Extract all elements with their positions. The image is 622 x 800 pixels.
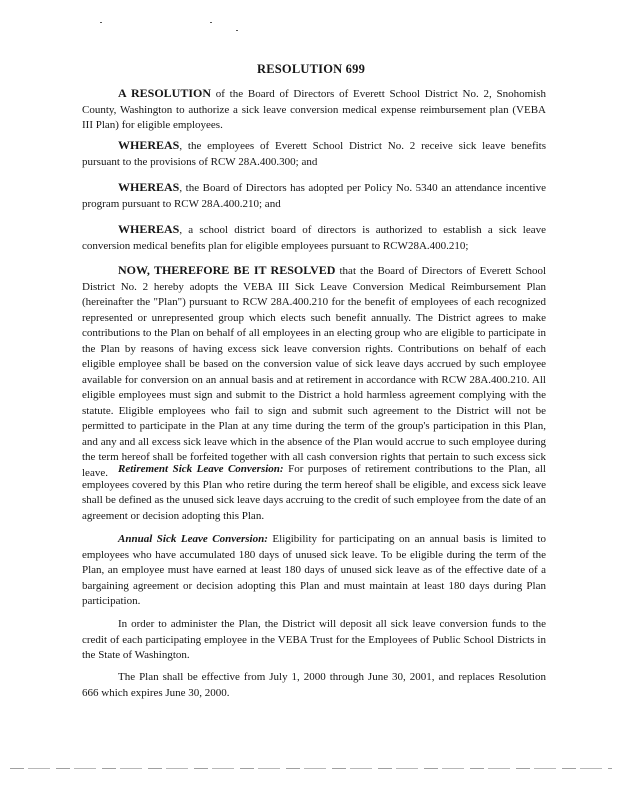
paragraph-whereas-2 — [82, 180, 546, 212]
scan-speck — [100, 22, 102, 23]
paragraph-text: , a school district board of directors is authorized to establish a sick leave conversion medical benefits plan for eligible employees pursuant to RCW28A.400.210; — [82, 224, 546, 252]
paragraph-lead: WHEREAS — [118, 222, 180, 236]
scan-speck — [210, 22, 212, 23]
paragraph-lead: Annual Sick Leave Conversion: — [118, 533, 268, 545]
paragraph-lead: WHEREAS — [118, 180, 180, 194]
paragraph-text: For purposes of retirement contributions to the Plan, all employees covered by this Plan who retire during the term hereof shall be eligible, and excess sick leave shall be defined as the unused sick leave days accruing to the credit of such employee from the date of an agreement or decision adopting this Plan. — [82, 463, 546, 522]
paragraph-lead: NOW, THEREFORE BE IT RESOLVED — [118, 263, 336, 277]
paragraph-text: , the Board of Directors has adopted per Policy No. 5340 an attendance incentive program pursuant to RCW 28A.400.210; and — [82, 182, 546, 210]
paragraph-lead: WHEREAS — [118, 138, 180, 152]
paragraph-text: that the Board of Directors of Everett School District No. 2 hereby adopts the VEBA III Sick Leave Conversion Medical Reimbursement Plan (hereinafter the "Plan") pursuant to RCW 28A.400.210 for the benefit of employees of each recognized represented or unrepresented group which elects such benefit annually. The District agrees to make contributions to the Plan on behalf of all employees in an electing group who are eligible to participate in the Plan by reasons of having excess sick leave conversion rights. Contributions on behalf of each eligible employee shall be based on the conversion value of sick leave days accrued by such employee available for conversion on an annual basis and at retirement in accordance with RCW 28A.400.210. All eligible employees must sign and submit to the District a hold harmless agreement complying with the statute. Eligible employees who fail to sign and submit such agreement to the District will not be permitted to participate in the Plan at any time during the term of the group's participation in this Plan, and any and all excess sick leave which in the absence of the Plan would accrue to such employee during the term hereof shall be forfeited together with all cash conversion rights that pertain to such excess sick leave. — [82, 265, 546, 479]
paragraph-lead: A RESOLUTION — [118, 86, 212, 100]
paragraph-whereas-3 — [82, 222, 546, 254]
paragraph-text: of the Board of Directors of Everett School District No. 2, Snohomish County, Washington to authorize a sick leave conversion medical expense reimbursement plan (VEBA III Plan) for eligible employees. — [82, 88, 546, 131]
scan-edge-line — [10, 768, 612, 769]
paragraph-resolution — [82, 86, 546, 134]
paragraph-retirement — [82, 462, 546, 524]
paragraph-lead: Retirement Sick Leave Conversion: — [118, 463, 284, 475]
paragraph-annual — [82, 532, 546, 610]
document-title: RESOLUTION 699 — [256, 62, 366, 76]
paragraph-effective — [82, 670, 546, 701]
paragraph-text: , the employees of Everett School District No. 2 receive sick leave benefits pursuant to the provisions of RCW 28A.400.300; and — [82, 140, 546, 168]
paragraph-text: The Plan shall be effective from July 1, 2000 through June 30, 2001, and replaces Resolution 666 which expires June 30, 2000. — [82, 671, 546, 699]
paragraph-resolved — [82, 263, 546, 481]
paragraph-text: In order to administer the Plan, the District will deposit all sick leave conversion funds to the credit of each participating employee in the VEBA Trust for the Employees of Public School Districts in the State of Washington. — [82, 618, 546, 661]
paragraph-whereas-1 — [82, 138, 546, 170]
paragraph-administer — [82, 617, 546, 664]
paragraph-text: Eligibility for participating on an annual basis is limited to employees who have accumulated 180 days of unused sick leave. To be eligible during the term of the Plan, an employee must have earned at least 180 days of unused sick leave as of the effective date of a bargaining agreement or decision adopting this Plan and must maintain at least 180 days during Plan participation. — [82, 533, 546, 607]
scan-speck — [236, 30, 238, 31]
